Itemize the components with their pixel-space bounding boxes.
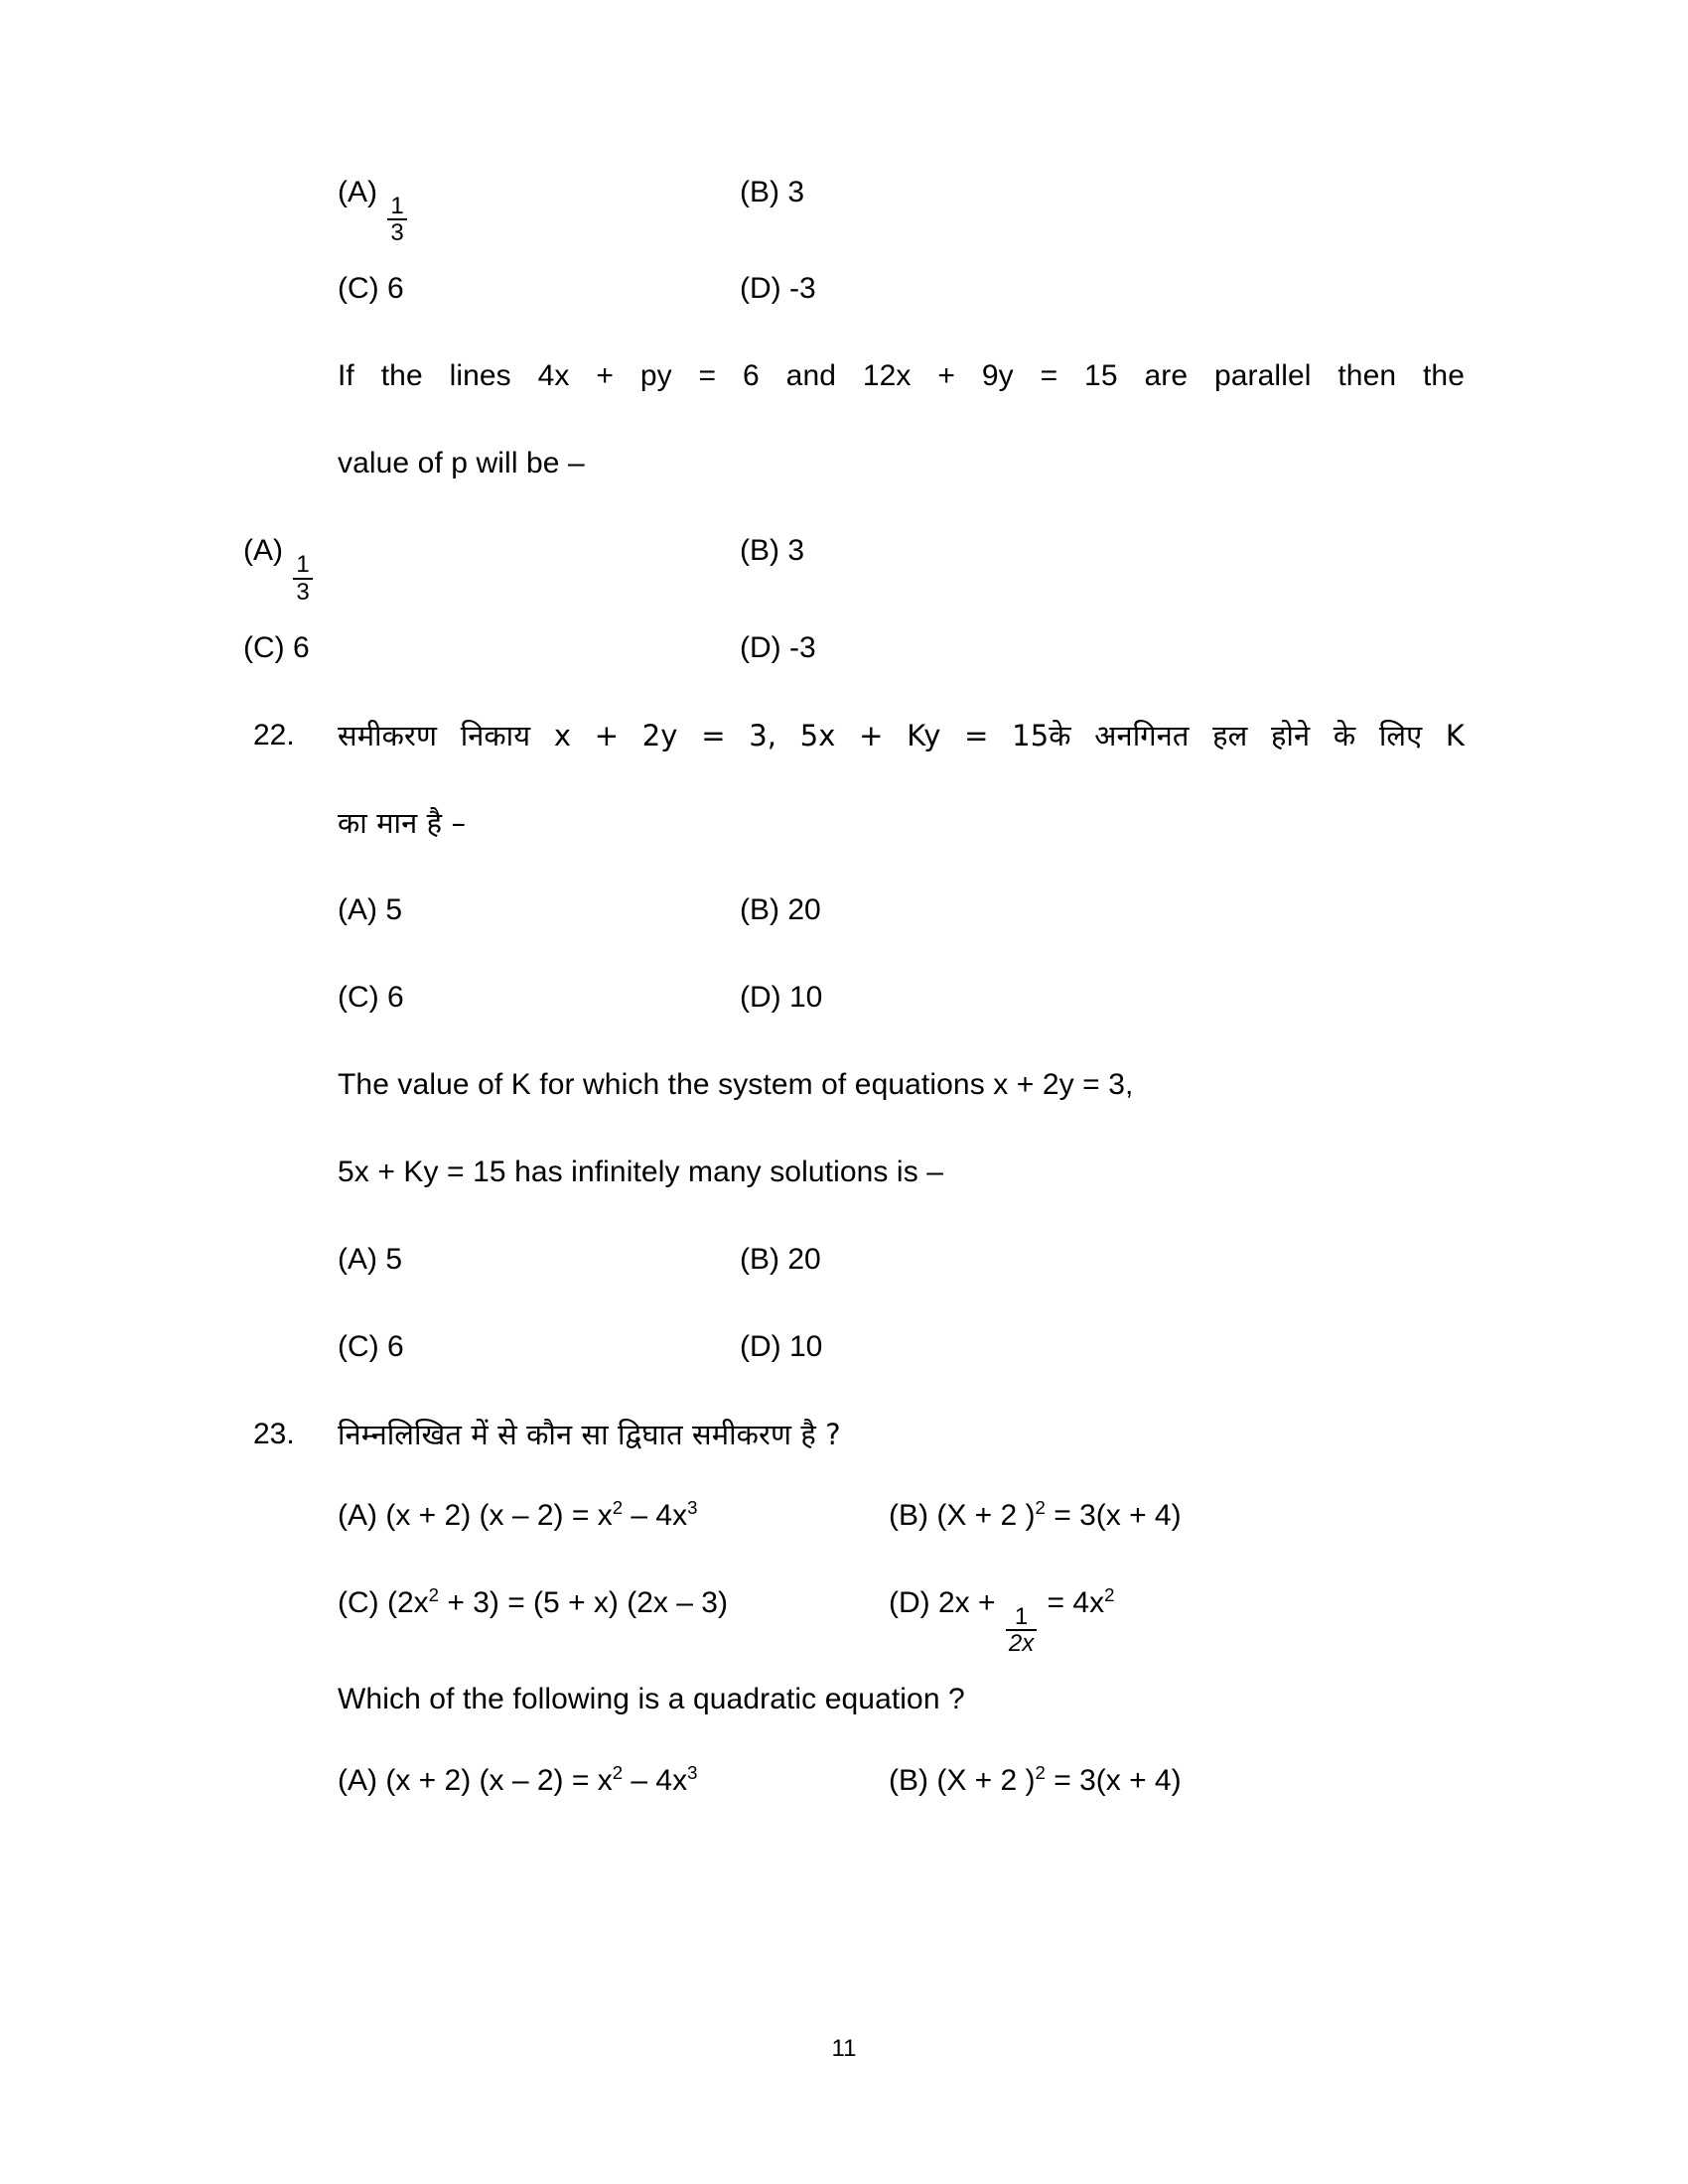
option-d-post: = 4x (1039, 1585, 1105, 1619)
question-body (338, 1656, 1465, 1743)
option-label: (C) (338, 272, 379, 306)
fraction-numerator: 1 (1014, 1602, 1029, 1630)
option-label: (A) (338, 1242, 377, 1276)
option-c-q21-english[interactable] (243, 605, 740, 692)
option-c-q22-english[interactable] (338, 1303, 740, 1391)
option-a-q21-hindi[interactable] (338, 149, 740, 245)
stem-line-2: value of p will be – (338, 447, 585, 480)
option-label: (B) (740, 892, 779, 926)
option-row-q21h-ab (338, 149, 1465, 245)
exponent: 2 (612, 1762, 624, 1784)
option-value: 6 (293, 630, 310, 664)
option-row-q23h-ab (338, 1472, 1465, 1560)
option-c-q22-hindi[interactable] (338, 954, 740, 1041)
fraction-one-third (293, 552, 312, 604)
exponent: 2 (1035, 1496, 1046, 1518)
fraction-one-over-two-x (1006, 1604, 1037, 1656)
question-body (338, 1041, 1465, 1216)
option-a-q22-hindi[interactable] (338, 867, 740, 954)
fraction-denominator: 3 (387, 218, 406, 245)
option-d-text: (D) 2x + (889, 1585, 1004, 1619)
option-label: (D) (740, 630, 781, 664)
page-content (243, 149, 1465, 1825)
option-row-q22h-cd (338, 954, 1465, 1041)
option-b-text: (B) (X + 2 ) (889, 1764, 1036, 1798)
option-b-post: = 3(x + 4) (1045, 1498, 1182, 1532)
option-label: (C) (338, 1329, 379, 1363)
option-label: (A) (243, 534, 283, 568)
option-c-text: (C) (2x (338, 1585, 429, 1619)
option-value: 10 (789, 980, 823, 1014)
question-number-23: 23. (253, 1417, 295, 1450)
option-d-q22-hindi[interactable] (740, 954, 1465, 1041)
option-d-q23-hindi[interactable] (889, 1560, 1465, 1656)
stem-line-1: The value of K for which the system of equations x + 2y = 3, (338, 1067, 1134, 1101)
fraction-denominator: 3 (293, 578, 312, 605)
option-d-q22-english[interactable] (740, 1303, 1465, 1391)
option-c-post: + 3) = (5 + x) (2x – 3) (439, 1585, 728, 1619)
option-value: 20 (787, 1242, 821, 1276)
option-row-q21e-ab (243, 507, 1465, 604)
question-body (338, 333, 1465, 507)
exponent: 3 (687, 1496, 698, 1518)
stem-line-2: 5x + Ky = 15 has infinitely many solutions is – (338, 1155, 944, 1188)
exponent: 2 (428, 1583, 439, 1605)
option-value: 3 (787, 534, 805, 568)
fraction-numerator: 1 (296, 551, 310, 579)
exponent: 2 (1035, 1762, 1046, 1784)
option-a-q22-english[interactable] (338, 1216, 740, 1303)
option-row-q23h-cd (338, 1560, 1465, 1656)
question-q23-hindi (243, 1391, 1465, 1478)
option-row-q22e-ab (338, 1216, 1465, 1303)
option-b-q22-hindi[interactable] (740, 867, 1465, 954)
stem-line-2: का मान है – (338, 805, 467, 840)
option-value: 6 (387, 1329, 404, 1363)
option-label: (B) (740, 176, 779, 208)
option-label: (B) (740, 1242, 779, 1276)
option-a-q23-hindi[interactable] (338, 1472, 889, 1560)
option-a-mid: – 4x (623, 1498, 688, 1532)
option-b-q21-hindi[interactable] (740, 149, 1465, 245)
stem-line-1: समीकरण निकाय x + 2y = 3, 5x + Ky = 15के अनगिनत हल होने के लिए K (338, 718, 1465, 752)
question-number-22: 22. (253, 718, 295, 751)
option-b-post: = 3(x + 4) (1045, 1764, 1182, 1798)
fraction-one-third (387, 194, 406, 245)
option-label: (A) (338, 176, 377, 208)
option-value: 5 (385, 892, 403, 926)
option-label: (B) (740, 534, 779, 568)
option-row-q22h-ab (338, 867, 1465, 954)
exponent: 3 (687, 1762, 698, 1784)
option-label: (D) (740, 1329, 781, 1363)
option-label: (D) (740, 980, 781, 1014)
option-b-text: (B) (X + 2 ) (889, 1498, 1036, 1532)
option-b-q23-hindi[interactable] (889, 1472, 1465, 1560)
option-value: 10 (789, 1329, 823, 1363)
exponent: 2 (1104, 1583, 1115, 1605)
option-b-q23-english[interactable] (889, 1737, 1465, 1825)
option-row-q23e-ab (338, 1737, 1465, 1825)
option-value: 3 (787, 176, 805, 208)
stem-line-1: निम्नलिखित में से कौन सा द्विघात समीकरण है ? (338, 1417, 841, 1451)
question-q22-hindi (243, 692, 1465, 867)
option-label: (C) (338, 980, 379, 1014)
question-body (338, 692, 1465, 867)
option-row-q22e-cd (338, 1303, 1465, 1391)
option-value: -3 (789, 630, 816, 664)
option-c-q23-hindi[interactable] (338, 1560, 889, 1656)
fraction-denominator: 2x (1006, 1629, 1037, 1656)
option-value: 6 (387, 272, 404, 306)
option-d-q21-hindi[interactable] (740, 245, 1465, 333)
option-label: (C) (243, 630, 285, 664)
option-value: 5 (385, 1242, 403, 1276)
fraction-numerator: 1 (390, 193, 404, 219)
option-a-q23-english[interactable] (338, 1737, 889, 1825)
page-number: 11 (831, 2035, 857, 2062)
option-value: -3 (789, 272, 816, 306)
question-q22-english (243, 1041, 1465, 1216)
option-row-q21h-cd (338, 245, 1465, 333)
option-value: 6 (387, 980, 404, 1014)
exponent: 2 (612, 1496, 624, 1518)
option-label: (A) (338, 892, 377, 926)
option-a-mid: – 4x (623, 1764, 688, 1798)
option-label: (D) (740, 272, 781, 306)
question-q21-english (243, 333, 1465, 507)
stem-line-1: Which of the following is a quadratic equation ? (338, 1683, 965, 1716)
option-a-text: (A) (x + 2) (x – 2) = x (338, 1498, 613, 1532)
option-a-q21-english[interactable] (243, 507, 740, 604)
question-q23-english (243, 1656, 1465, 1743)
option-d-q21-english[interactable] (740, 605, 1465, 692)
option-value: 20 (787, 892, 821, 926)
option-row-q21e-cd (243, 605, 1465, 692)
option-b-q21-english[interactable] (740, 507, 1465, 604)
stem-line-1: If the lines 4x + py = 6 and 12x + 9y = 15 are parallel then the (338, 359, 1465, 393)
option-a-text: (A) (x + 2) (x – 2) = x (338, 1764, 613, 1798)
option-c-q21-hindi[interactable] (338, 245, 740, 333)
option-b-q22-english[interactable] (740, 1216, 1465, 1303)
question-body (338, 1391, 1465, 1478)
